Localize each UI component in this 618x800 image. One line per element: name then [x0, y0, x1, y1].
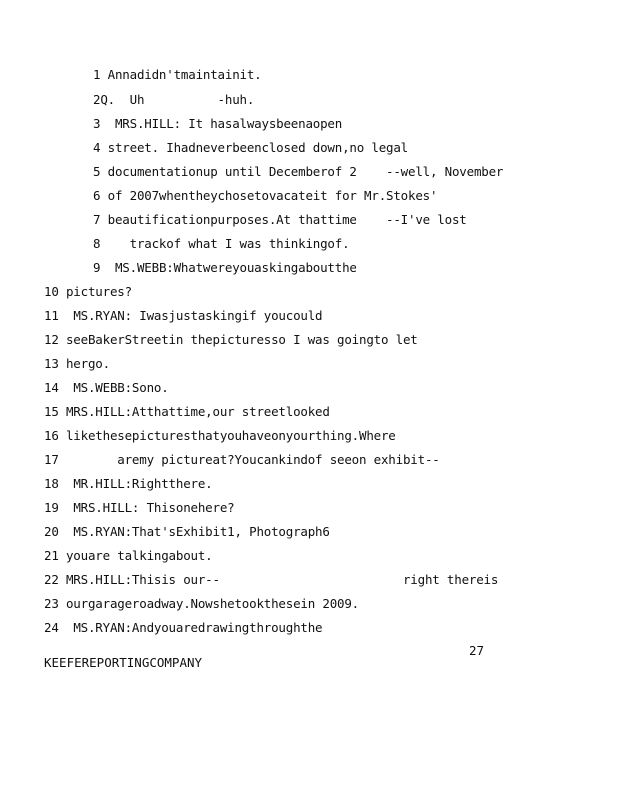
line-text: Q. Uh -huh. — [100, 92, 255, 107]
line-text: hergo. — [65, 356, 110, 371]
transcript-line — [93, 236, 349, 251]
transcript-line — [93, 212, 467, 227]
line-text: MS.RYAN:Andyouaredrawingthroughthe — [73, 620, 323, 635]
line-text: of 2007whentheychosetovacateit for Mr.Stokes' — [107, 188, 438, 203]
line-number: 5 — [93, 164, 101, 179]
line-text: documentationup until Decemberof 2 --well, November — [107, 164, 504, 179]
transcript-line — [93, 188, 437, 203]
line-number: 14 — [44, 380, 59, 395]
line-number: 15 — [44, 404, 59, 419]
transcript-line — [44, 620, 322, 635]
transcript-line — [44, 404, 330, 419]
transcript-line — [93, 67, 262, 82]
line-text: ourgarageroadway.Nowshetookthesein 2009. — [65, 596, 360, 611]
transcript-line — [44, 308, 322, 323]
transcript-line — [44, 524, 330, 539]
line-number: 4 — [93, 140, 101, 155]
transcript-line — [44, 476, 213, 491]
line-text: trackof what I was thinkingof. — [107, 236, 350, 251]
line-text: MR.HILL:Rightthere. — [73, 476, 213, 491]
line-number: 22 — [44, 572, 59, 587]
line-number: 12 — [44, 332, 59, 347]
transcript-line — [44, 500, 234, 515]
line-text: MS.WEBB:Sono. — [73, 380, 169, 395]
line-text: seeBakerStreetin thepicturesso I was goingto let — [65, 332, 418, 347]
line-text: MS.WEBB:Whatwereyouaskingaboutthe — [114, 260, 357, 275]
transcript-line — [44, 548, 213, 563]
line-number: 8 — [93, 236, 101, 251]
line-number: 13 — [44, 356, 59, 371]
line-number: 11 — [44, 308, 59, 323]
transcript-line — [93, 116, 342, 131]
line-number: 1 — [93, 67, 101, 82]
line-text: MRS.HILL: Thisonehere? — [73, 500, 235, 515]
line-text: MRS.HILL:Atthattime,our streetlooked — [65, 404, 330, 419]
line-number: 6 — [93, 188, 101, 203]
transcript-line — [44, 452, 440, 467]
page-number: 27 — [469, 643, 485, 658]
line-number: 20 — [44, 524, 59, 539]
line-text: MRS.HILL:Thisis our-- right thereis — [65, 572, 499, 587]
line-text: likethesepicturesthatyouhaveonyourthing.Where — [65, 428, 396, 443]
line-text: pictures? — [65, 284, 132, 299]
line-text: Annadidn'tmaintainit. — [107, 67, 262, 82]
transcript-line — [44, 380, 169, 395]
line-number: 17 — [44, 452, 59, 467]
line-text: MS.RYAN: Iwasjustaskingif youcould — [73, 308, 323, 323]
transcript-line — [44, 284, 132, 299]
line-number: 16 — [44, 428, 59, 443]
line-number: 21 — [44, 548, 59, 563]
line-number: 10 — [44, 284, 59, 299]
transcript-line — [93, 260, 357, 275]
line-number: 7 — [93, 212, 101, 227]
line-text: beautificationpurposes.At thattime --I've lost — [107, 212, 467, 227]
line-text: street. Ihadneverbeenclosed down,no legal — [107, 140, 409, 155]
line-number: 9 — [93, 260, 101, 275]
transcript-line — [44, 428, 396, 443]
transcript-line — [44, 572, 498, 587]
line-text: youare talkingabout. — [65, 548, 213, 563]
transcript-line — [44, 596, 359, 611]
transcript-line — [44, 356, 110, 371]
line-text: aremy pictureat?Youcankindof seeon exhibit-- — [65, 452, 440, 467]
line-number: 2 — [93, 92, 101, 107]
transcript-line — [93, 140, 408, 155]
line-number: 3 — [93, 116, 101, 131]
reporting-company: KEEFEREPORTINGCOMPANY — [44, 655, 203, 670]
line-text: MRS.HILL: It hasalwaysbeenaopen — [114, 116, 343, 131]
line-number: 19 — [44, 500, 59, 515]
line-text: MS.RYAN:That'sExhibit1, Photograph6 — [73, 524, 330, 539]
transcript-line — [93, 92, 254, 107]
line-number: 23 — [44, 596, 59, 611]
line-number: 18 — [44, 476, 59, 491]
transcript-line — [44, 332, 418, 347]
transcript-line — [93, 164, 503, 179]
line-number: 24 — [44, 620, 59, 635]
